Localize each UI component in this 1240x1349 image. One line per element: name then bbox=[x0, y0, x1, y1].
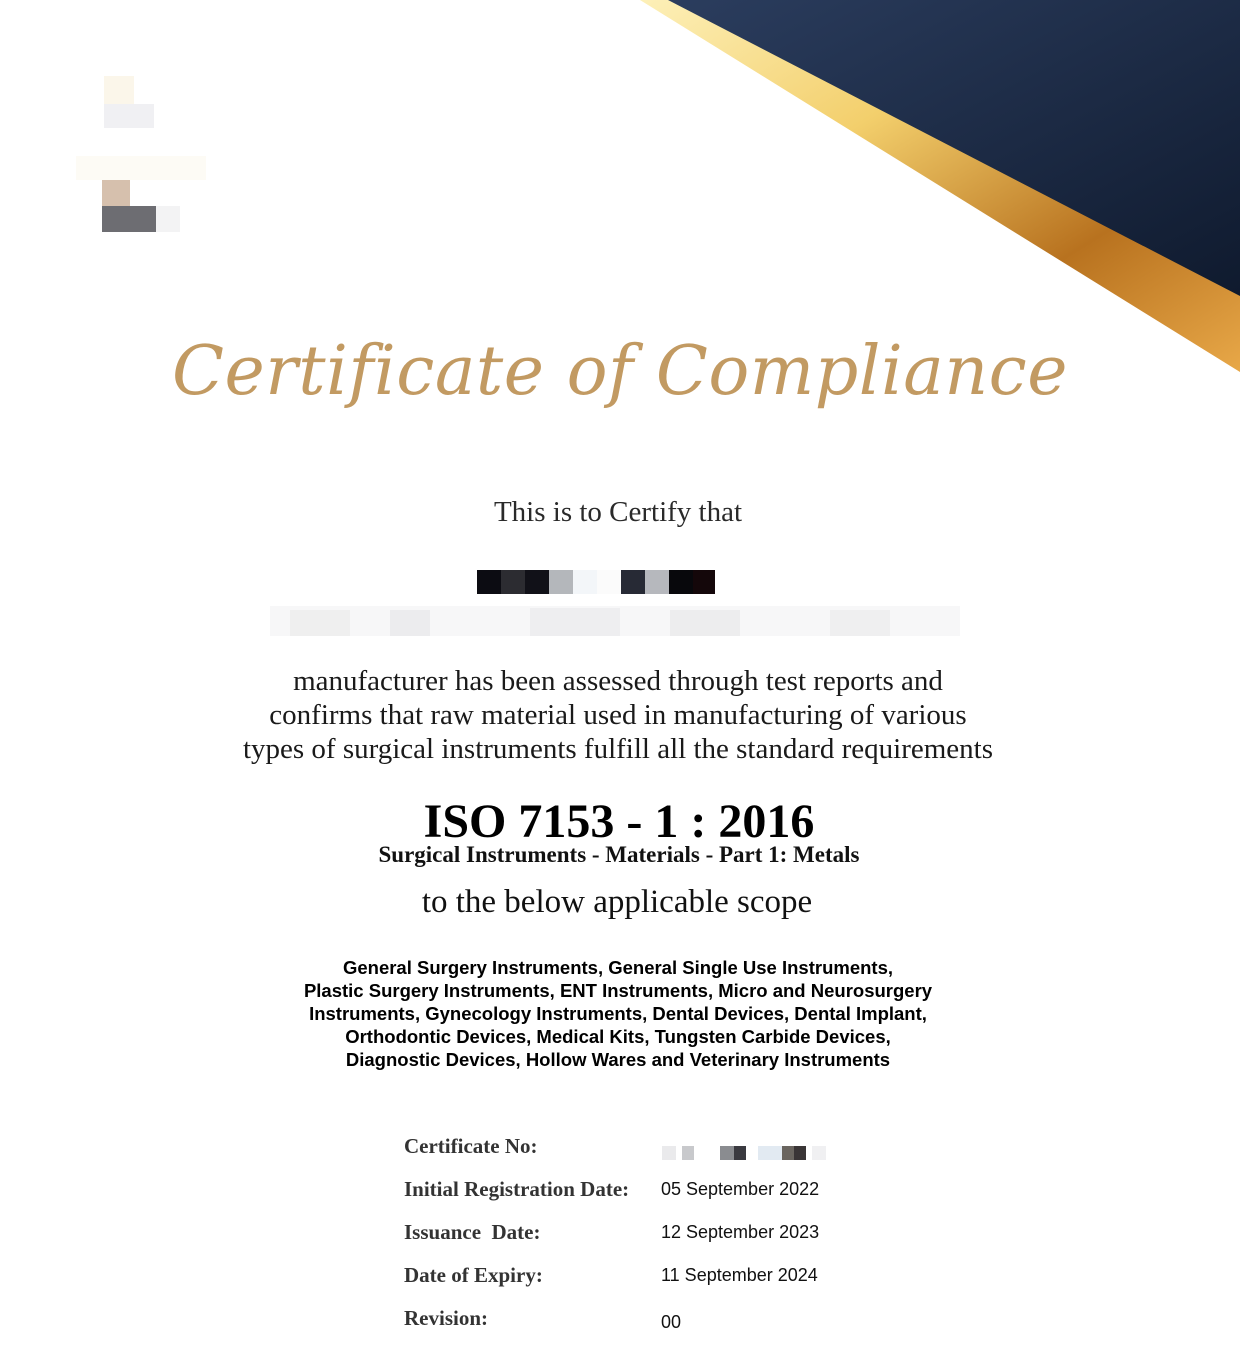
expiry-date-label: Date of Expiry: bbox=[404, 1263, 543, 1287]
issuance-date-value: 12 September 2023 bbox=[661, 1222, 820, 1242]
compliance-statement bbox=[0, 664, 1236, 766]
statement-line: manufacturer has been assessed through test reports and bbox=[293, 665, 943, 697]
initial-registration-value: 05 September 2022 bbox=[661, 1179, 820, 1199]
scope-intro: to the below applicable scope bbox=[421, 884, 813, 920]
revision-label: Revision: bbox=[404, 1306, 488, 1330]
scope-line: Orthodontic Devices, Medical Kits, Tungsten Carbide Devices, bbox=[345, 1026, 891, 1047]
issuance-date-label: Issuance Date: bbox=[404, 1220, 541, 1244]
company-logo bbox=[66, 76, 206, 236]
iso-standard-subtitle: Surgical Instruments - Materials - Part 1: Metals bbox=[378, 842, 860, 867]
statement-line: types of surgical instruments fulfill all the standard requirements bbox=[242, 733, 994, 765]
certificate-title: Certificate of Compliance bbox=[172, 332, 1068, 411]
certify-line: This is to Certify that bbox=[493, 496, 743, 528]
redacted-certificate-number bbox=[662, 1146, 842, 1160]
initial-registration-row bbox=[404, 1177, 1004, 1220]
scope-line: Diagnostic Devices, Hollow Wares and Veterinary Instruments bbox=[345, 1049, 891, 1070]
certificate-no-row bbox=[404, 1134, 1004, 1177]
certificate-no-label: Certificate No: bbox=[404, 1134, 538, 1158]
scope-line: Instruments, Gynecology Instruments, Dental Devices, Dental Implant, bbox=[309, 1003, 927, 1024]
redacted-company-address bbox=[270, 600, 960, 640]
initial-registration-label: Initial Registration Date: bbox=[404, 1177, 630, 1201]
issuance-date-row bbox=[404, 1220, 1004, 1263]
scope-line: Plastic Surgery Instruments, ENT Instruments, Micro and Neurosurgery bbox=[303, 980, 933, 1001]
iso-standard: ISO 7153 - 1 : 2016 bbox=[423, 795, 815, 848]
expiry-date-row bbox=[404, 1263, 1004, 1306]
statement-line: confirms that raw material used in manufacturing of various bbox=[269, 699, 967, 731]
scope-list bbox=[0, 956, 1236, 1071]
expiry-date-value: 11 September 2024 bbox=[661, 1265, 818, 1285]
revision-value: 00 bbox=[661, 1312, 682, 1332]
redacted-company-name bbox=[477, 570, 717, 594]
certificate-details bbox=[404, 1134, 1004, 1349]
revision-row bbox=[404, 1306, 1004, 1349]
scope-line: General Surgery Instruments, General Single Use Instruments, bbox=[342, 957, 894, 978]
